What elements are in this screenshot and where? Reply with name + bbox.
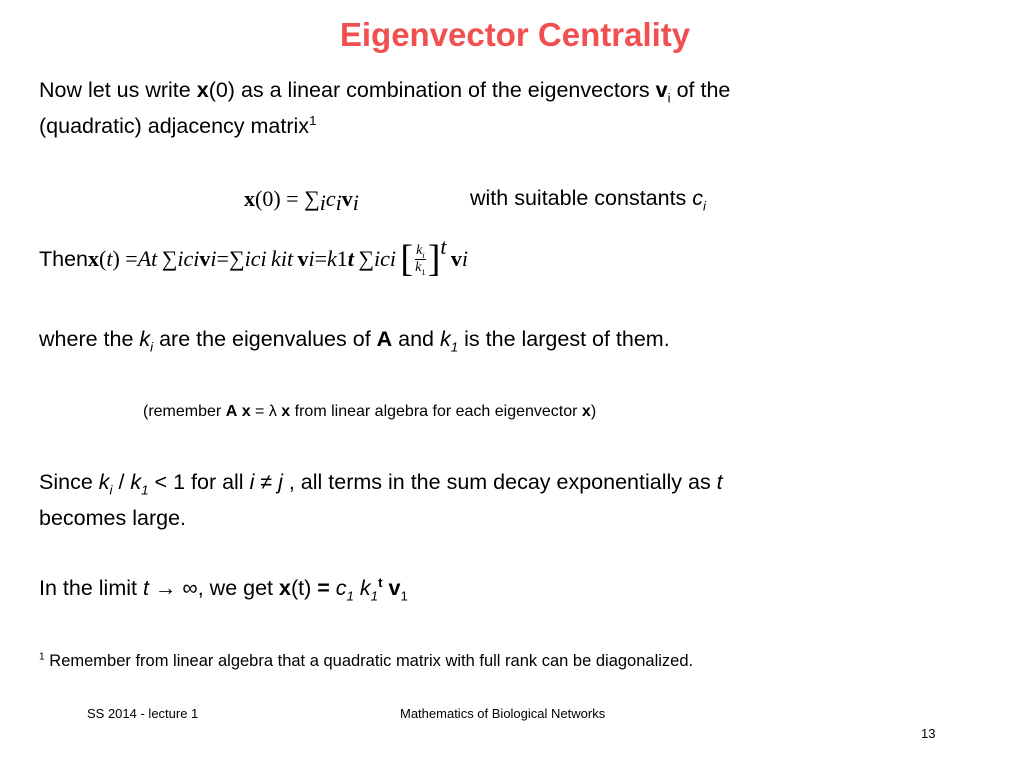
- equation-1-note: with suitable constants $c_i$: [470, 186, 707, 214]
- page-number: 13: [921, 726, 936, 741]
- equation-1: $x(0) = \sum_ic_iv_i$: [244, 186, 359, 216]
- intro-line-2: (quadratic) adjacency matrix$^1$: [39, 112, 317, 138]
- footer-lecture: SS 2014 - lecture 1: [87, 706, 199, 721]
- remember-note: (remember A x = λ x from linear algebra for each eigenvector x): [143, 403, 597, 420]
- equation-2: Then x ( t ) = A t ∑ i c i v i = ∑ i c i k i t v i = k 1 t ∑ i c i [ $\frac{k_i}{k_1}$ ] $^t$ v i: [39, 234, 469, 280]
- footnote-marker: 1: [39, 651, 45, 663]
- footnote-ref: 1: [309, 112, 317, 128]
- footnote: $^1$ Remember from linear algebra that a quadratic matrix with full rank can be diagonalized.: [39, 651, 694, 670]
- slide-title: Eigenvector Centrality: [339, 16, 691, 53]
- eigenvalues-line: where the $k_i$ are the eigenvalues of A and $k_1$ is the largest of them.: [39, 327, 670, 355]
- intro-line-1: Now let us write x(0) as a linear combination of the eigenvectors $v_i$ of the: [39, 78, 731, 106]
- fraction-ki-k1: $\frac{k_i}{k_1}$: [415, 242, 426, 277]
- since-line-1: Since $k_i / k_1 < 1$ for all i ≠ j , all terms in the sum decay exponentially as t: [39, 470, 723, 498]
- limit-line: In the limit t → ∞, we get $x(t) = c_1$ $k_1^t$ $v_1$: [39, 574, 408, 604]
- since-line-2: becomes large.: [39, 506, 186, 530]
- footer-course-title: Mathematics of Biological Networks: [400, 706, 606, 721]
